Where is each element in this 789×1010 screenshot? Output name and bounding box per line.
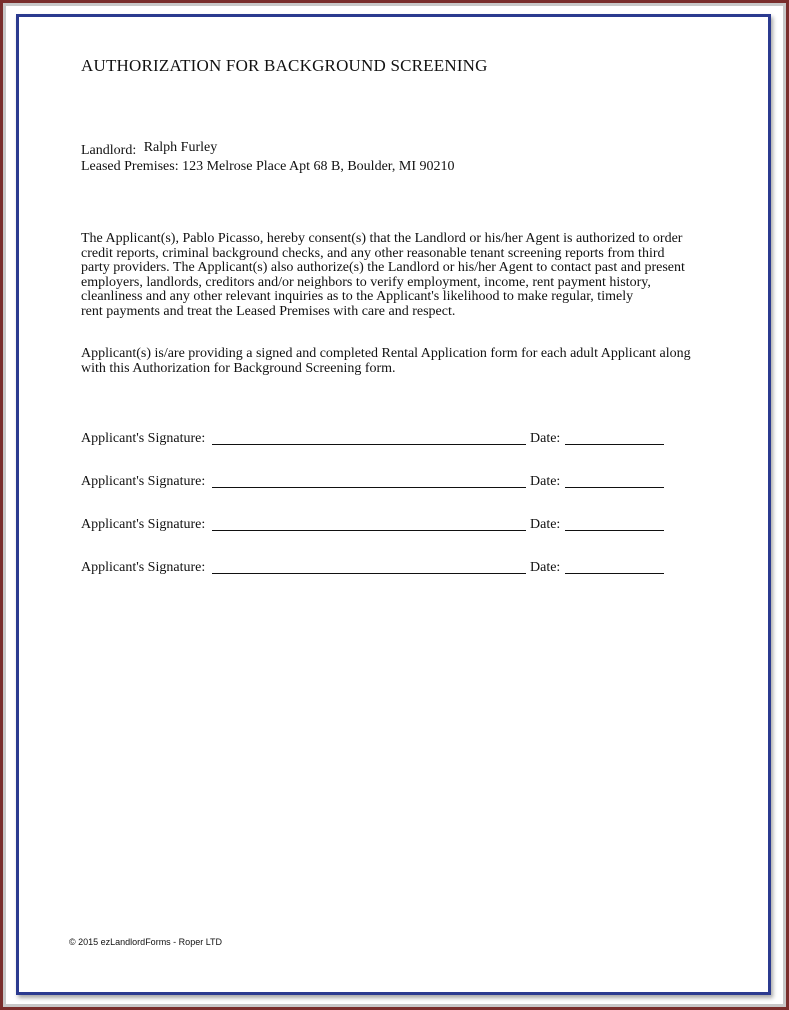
date-label: Date: (530, 431, 561, 446)
signature-label: Applicant's Signature: (81, 474, 206, 489)
page-title: AUTHORIZATION FOR BACKGROUND SCREENING (81, 56, 488, 75)
date-field[interactable] (565, 444, 664, 445)
date-label: Date: (530, 517, 561, 532)
signature-field[interactable] (212, 530, 526, 531)
paragraph-line: Applicant(s) is/are providing a signed and completed Rental Application form for each adult Applicant along (81, 346, 691, 361)
landlord-row (81, 140, 218, 159)
landlord-label: Landlord: (81, 143, 137, 158)
signature-field[interactable] (212, 487, 526, 488)
date-label: Date: (530, 474, 561, 489)
paragraph-line: credit reports, criminal background checks, and any other reasonable tenant screening reports from third (81, 245, 665, 261)
consent-paragraph (81, 232, 741, 319)
date-field[interactable] (565, 487, 664, 488)
date-field[interactable] (565, 530, 664, 531)
paragraph-line: employers, landlords, creditors and/or neighbors to verify employment, income, rent payment history, (81, 274, 651, 290)
copyright-footer: © 2015 ezLandlordForms - Roper LTD (69, 937, 223, 947)
application-paragraph (81, 347, 741, 376)
paragraph-line: party providers. The Applicant(s) also authorize(s) the Landlord or his/her Agent to contact past and present (81, 260, 685, 275)
leased-premises: Leased Premises: 123 Melrose Place Apt 68 B, Boulder, MI 90210 (81, 159, 455, 174)
document-page (16, 14, 771, 995)
signature-label: Applicant's Signature: (81, 431, 206, 446)
signature-field[interactable] (212, 444, 526, 445)
signature-label: Applicant's Signature: (81, 560, 206, 575)
paragraph-line: The Applicant(s), Pablo Picasso, hereby consent(s) that the Landlord or his/her Agent is authorized to order (81, 231, 683, 246)
landlord-value: Ralph Furley (143, 140, 218, 155)
paragraph-line: cleanliness and any other relevant inquiries as to the Applicant's likelihood to make regular, timely (81, 289, 634, 304)
date-label: Date: (530, 560, 561, 575)
date-field[interactable] (565, 573, 664, 574)
signature-field[interactable] (212, 573, 526, 574)
paragraph-line: rent payments and treat the Leased Premises with care and respect. (81, 303, 456, 319)
paragraph-line: with this Authorization for Background Screening form. (81, 360, 396, 376)
signature-label: Applicant's Signature: (81, 517, 206, 532)
